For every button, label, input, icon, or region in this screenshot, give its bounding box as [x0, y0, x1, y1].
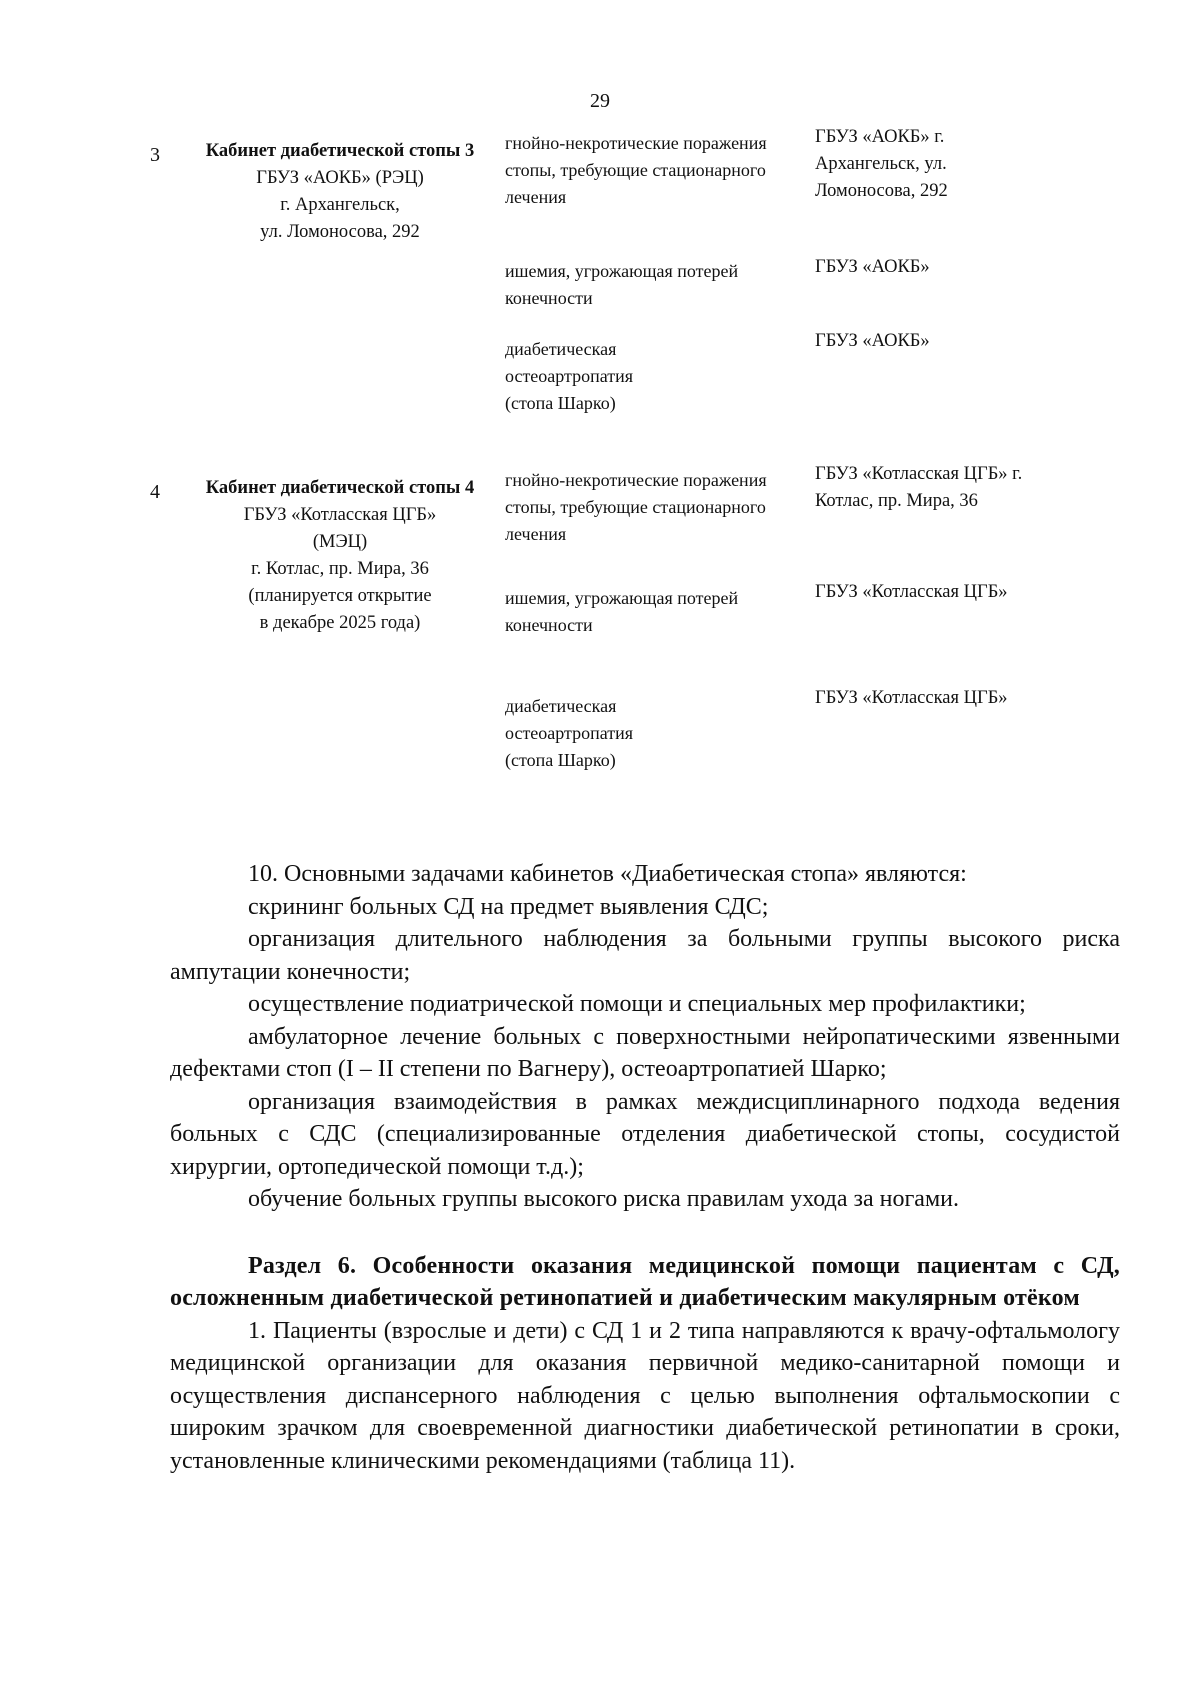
- section-heading: Раздел 6. Особенности оказания медицинской помощи пациентам с СД, осложненным диабетической ретинопатией и диабетическим макулярным отёком: [170, 1252, 1120, 1311]
- cabinet-address: г. Котлас, пр. Мира, 36: [251, 559, 429, 579]
- page-number: 29: [590, 90, 610, 112]
- paragraph: 10. Основными задачами кабинетов «Диабетическая стопа» являются:: [248, 861, 967, 887]
- condition-name: ишемия, угрожающая потерей конечности: [505, 261, 739, 308]
- cabinet-address: ул. Ломоносова, 292: [260, 222, 420, 242]
- cabinet-qualifier: (МЭЦ): [312, 532, 368, 552]
- paragraph: амбулаторное лечение больных с поверхностными нейропатическими язвенными дефектами стоп (I – II степени по Вагнеру), остеоартропатией Шарко;: [170, 1023, 1120, 1082]
- condition-org: ГБУЗ «АОКБ»: [815, 257, 930, 277]
- paragraph: организация взаимодействия в рамках междисциплинарного подхода ведения больных с СДС (специализированные отделения диабетической стопы, сосудистой хирургии, ортопедической помощи т.д.);: [170, 1088, 1120, 1180]
- cabinet-org: ГБУЗ «АОКБ» (РЭЦ): [256, 168, 424, 188]
- condition-org: ГБУЗ «Котласская ЦГБ»: [815, 582, 1008, 602]
- paragraph: скрининг больных СД на предмет выявления СДС;: [248, 893, 769, 920]
- row-number: 4: [150, 481, 160, 503]
- cabinet-org: ГБУЗ «Котласская ЦГБ»: [243, 505, 437, 525]
- cabinet-cell: [205, 138, 475, 246]
- condition-org: ГБУЗ «Котласская ЦГБ» г. Котлас, пр. Мира, 36: [815, 464, 1023, 511]
- cabinet-note: (планируется открытие: [248, 586, 432, 606]
- cabinet-note: в декабре 2025 года): [259, 613, 421, 633]
- condition-name: диабетическая остеоартропатия (стопа Шарко): [505, 696, 634, 770]
- condition-org: ГБУЗ «АОКБ»: [815, 331, 930, 351]
- condition-name: ишемия, угрожающая потерей конечности: [505, 588, 739, 635]
- section-paragraph: 1. Пациенты (взрослые и дети) с СД 1 и 2 типа направляются к врачу-офтальмологу медицинской организации для оказания первичной медико-санитарной помощи и осуществления диспансерного наблюдения с целью выполнения офтальмоскопии с широким зрачком для своевременной диагностики диабетической ретинопатии в сроки, установленные клиническими рекомендациями (таблица 11).: [170, 1317, 1120, 1474]
- condition-org: ГБУЗ «Котласская ЦГБ»: [815, 688, 1008, 708]
- row-number: 3: [150, 144, 160, 166]
- cabinet-title: Кабинет диабетической стопы 3: [205, 141, 475, 161]
- paragraph: осуществление подиатрической помощи и специальных мер профилактики;: [248, 991, 1026, 1017]
- condition-name: диабетическая остеоартропатия (стопа Шарко): [505, 339, 634, 413]
- body-text: [170, 858, 1120, 1477]
- cabinet-cell: [205, 475, 475, 637]
- paragraph: организация длительного наблюдения за больными группы высокого риска ампутации конечности;: [170, 926, 1120, 985]
- condition-name: гнойно-некротические поражения стопы, требующие стационарного лечения: [505, 133, 767, 207]
- paragraph: обучение больных группы высокого риска правилам ухода за ногами.: [248, 1186, 959, 1212]
- cabinet-title: Кабинет диабетической стопы 4: [205, 478, 475, 498]
- condition-org: ГБУЗ «АОКБ» г. Архангельск, ул. Ломоносова, 292: [815, 127, 948, 201]
- cabinet-city: г. Архангельск,: [280, 195, 400, 215]
- condition-name: гнойно-некротические поражения стопы, требующие стационарного лечения: [505, 470, 767, 544]
